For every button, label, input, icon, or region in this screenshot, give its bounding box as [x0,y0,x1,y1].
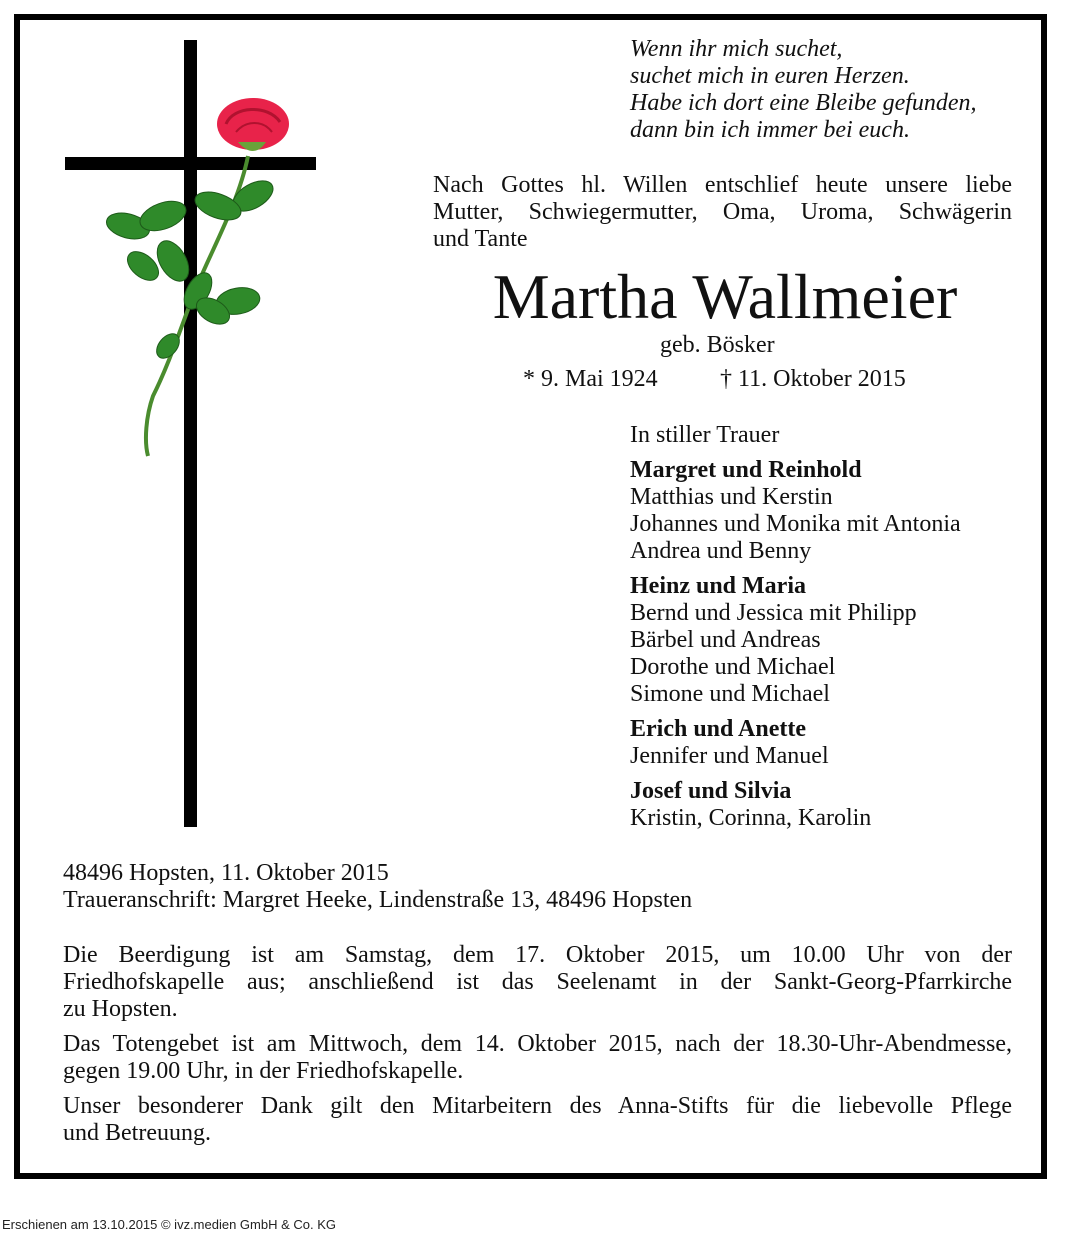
mourner-group-head: Josef und Silvia [630,778,792,804]
mourner-member: Bärbel und Andreas [630,627,821,653]
maiden-name: geb. Bösker [660,332,775,358]
mourner-group-head: Erich und Anette [630,716,807,742]
mourners-list [630,422,961,832]
birth-date: * 9. Mai 1924 [523,366,658,392]
mourner-member: Kristin, Corinna, Karolin [630,805,872,831]
mourner-member: Dorothe und Michael [630,654,836,680]
funeral-line: Die Beerdigung ist am Samstag, dem 17. Oktober 2015, um 10.00 Uhr von der [63,942,1012,968]
place-and-address [63,860,692,914]
funeral-line: Friedhofskapelle aus; anschließend ist das Seelenamt in der Sankt-Georg-Pfarrkirche [63,969,1012,995]
mourner-group-head: Heinz und Maria [630,573,807,599]
place-date: 48496 Hopsten, 11. Oktober 2015 [63,860,389,886]
funeral-line: Unser besonderer Dank gilt den Mitarbeitern des Anna-Stifts für die liebevolle Pflege [63,1093,1012,1119]
rose-icon [98,96,298,466]
funeral-info [63,942,1012,1155]
death-date: † 11. Oktober 2015 [720,366,906,392]
mourner-member: Jennifer und Manuel [630,743,829,769]
intro-text [433,172,1012,253]
poem-line: Habe ich dort eine Bleibe gefunden, [630,90,977,116]
funeral-line: Das Totengebet ist am Mittwoch, dem 14. Oktober 2015, nach der 18.30-Uhr-Abendmesse, [63,1031,1012,1057]
intro-line: Nach Gottes hl. Willen entschlief heute unsere liebe [433,172,1012,198]
funeral-line: gegen 19.00 Uhr, in der Friedhofskapelle. [63,1058,464,1084]
mourner-group-head: Margret und Reinhold [630,457,862,483]
mourning-address: Traueranschrift: Margret Heeke, Lindenstraße 13, 48496 Hopsten [63,887,693,913]
poem-line: suchet mich in euren Herzen. [630,63,910,89]
poem-line: Wenn ihr mich suchet, [630,36,843,62]
funeral-line: und Betreuung. [63,1120,211,1146]
mourner-member: Andrea und Benny [630,538,812,564]
deceased-name: Martha Wallmeier [492,261,958,332]
funeral-line: zu Hopsten. [63,996,178,1022]
intro-line: und Tante [433,226,528,252]
mourner-member: Johannes und Monika mit Antonia [630,511,961,537]
poem-line: dann bin ich immer bei euch. [630,117,910,143]
intro-line: Mutter, Schwiegermutter, Oma, Uroma, Schwägerin [433,199,1012,225]
funeral-paragraph [63,942,1012,1023]
mourner-member: Matthias und Kerstin [630,484,833,510]
mourner-member: Simone und Michael [630,681,830,707]
publication-footer: Erschienen am 13.10.2015 © ivz.medien GmbH & Co. KG [2,1217,337,1232]
mourner-member: Bernd und Jessica mit Philipp [630,600,917,626]
thanks-paragraph [63,1093,1012,1147]
prayer-paragraph [63,1031,1012,1085]
poem [630,36,977,144]
mourners-heading: In stiller Trauer [630,422,780,448]
